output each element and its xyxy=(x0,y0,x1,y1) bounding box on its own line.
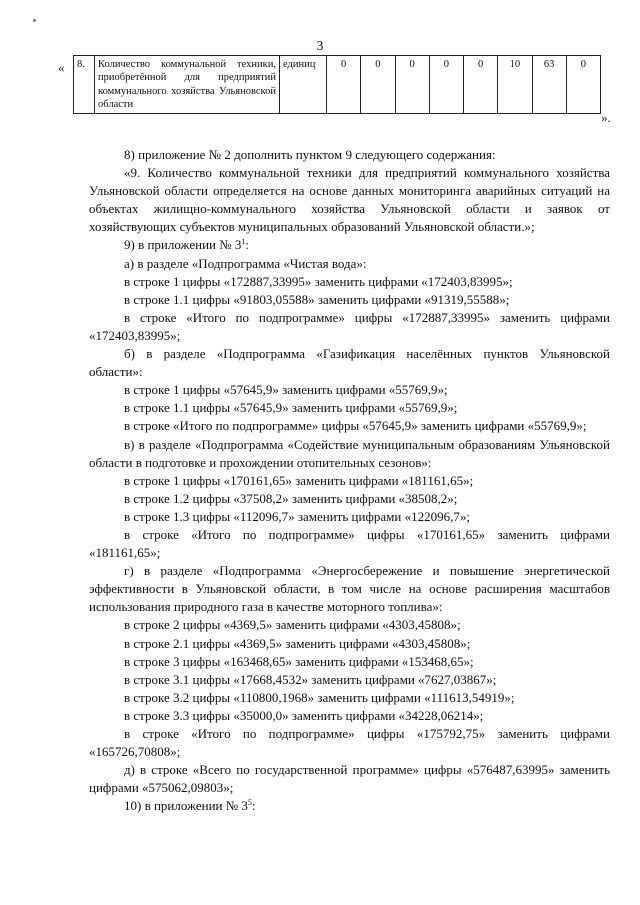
table-open-quote: « xyxy=(58,60,65,75)
paragraph: в строке 1.1 цифры «91803,05588» заменить цифрами «91319,55588»; xyxy=(124,291,510,307)
paragraph-text: 9) в приложении № 3 xyxy=(124,237,242,253)
paragraph: в строке 1.2 цифры «37508,2» заменить цифрами «38508,2»; xyxy=(124,490,458,506)
paragraph-tail: : xyxy=(251,798,256,814)
paragraph: в строке 3.3 цифры «35000,0» заменить цифрами «34228,06214»; xyxy=(124,707,484,723)
paragraph: в строке «Итого по подпрограмме» цифры «57645,9» заменить цифрами «55769,9»; xyxy=(124,418,587,434)
paragraph: в строке 3 цифры «163468,65» заменить цифрами «153468,65»; xyxy=(124,653,474,669)
row-value: 10 xyxy=(498,56,532,114)
paragraph: в строке 3.1 цифры «17668,4532» заменить цифрами «7627,03867»; xyxy=(124,671,497,687)
page-number: 3 xyxy=(316,38,324,53)
row-number: 8. xyxy=(74,56,95,114)
row-value: 0 xyxy=(327,56,361,114)
row-indicator-name: Количество коммунальной техники, приобретённой для предприятий коммунального хозяйства Ульяновской области xyxy=(95,56,280,114)
paragraph: в строке 2 цифры «4369,5» заменить цифрами «4303,45808»; xyxy=(124,617,461,633)
paragraph-tail: : xyxy=(245,237,250,253)
paragraph: в строке 1 цифры «170161,65» заменить цифрами «181161,65»; xyxy=(124,472,474,488)
paragraph: б) в разделе «Подпрограмма «Газификация населённых пунктов Ульяновской области»: xyxy=(89,346,610,380)
row-value: 0 xyxy=(395,56,429,114)
paragraph: в строке 2.1 цифры «4369,5» заменить цифрами «4303,45808»; xyxy=(124,635,471,651)
paragraph: в строке 1.3 цифры «112096,7» заменить цифрами «122096,7»; xyxy=(124,508,470,524)
row-value: 0 xyxy=(566,56,600,114)
paragraph xyxy=(89,797,610,815)
paragraph: в строке «Итого по подпрограмме» цифры «175792,75» заменить цифрами «165726,70808»; xyxy=(89,726,610,760)
paragraph-text: 10) в приложении № 3 xyxy=(124,798,248,814)
row-value: 0 xyxy=(429,56,463,114)
paragraph xyxy=(89,236,610,254)
paragraph: в строке 1 цифры «172887,33995» заменить цифрами «172403,83995»; xyxy=(124,273,513,289)
paragraph: «9. Количество коммунальной техники для предприятий коммунального хозяйства Ульяновской области определяется на основе данных мониторинга аварийных ситуаций на объектах жилищно-коммунального хозяйства Ульяновской области и заявок от хозяйствующих субъектов муниципальных образований Ульяновской области.»; xyxy=(89,165,610,235)
table-row xyxy=(74,56,601,114)
superscript: 1 xyxy=(241,237,246,247)
paragraph: 8) приложение № 2 дополнить пунктом 9 следующего содержания: xyxy=(124,147,496,162)
row-unit: единиц xyxy=(280,56,327,114)
paragraph: г) в разделе «Подпрограмма «Энергосбережение и повышение энергетической эффективности в Ульяновской области, в том числе на основе расширения масштабов использования природного газа в качестве моторного топлива»: xyxy=(89,563,610,615)
row-value: 63 xyxy=(532,56,566,114)
paragraph: в строке «Итого по подпрограмме» цифры «170161,65» заменить цифрами «181161,65»; xyxy=(89,526,610,561)
row-value: 0 xyxy=(464,56,498,114)
paragraph: в строке 1.1 цифры «57645,9» заменить цифрами «55769,9»; xyxy=(124,400,458,416)
document-body xyxy=(89,146,610,815)
paragraph: а) в разделе «Подпрограмма «Чистая вода»: xyxy=(124,255,367,271)
indicator-table xyxy=(73,55,601,114)
row-value: 0 xyxy=(361,56,395,114)
paragraph: в строке 3.2 цифры «110800,1968» заменить цифрами «111613,54919»; xyxy=(124,689,515,705)
scan-speck xyxy=(33,19,36,22)
paragraph: в) в разделе «Подпрограмма «Содействие муниципальным образованиям Ульяновской области в подготовке и прохождении отопительных сезонов»: xyxy=(89,436,610,470)
paragraph: д) в строке «Всего по государственной программе» цифры «576487,63995» заменить цифрами «575062,09803»; xyxy=(89,762,610,796)
paragraph: в строке 1 цифры «57645,9» заменить цифрами «55769,9»; xyxy=(124,382,448,398)
table-close-quote: ». xyxy=(601,110,611,125)
paragraph: в строке «Итого по подпрограмме» цифры «172887,33995» заменить цифрами «172403,83995»; xyxy=(89,309,610,343)
superscript: 5 xyxy=(247,798,252,808)
